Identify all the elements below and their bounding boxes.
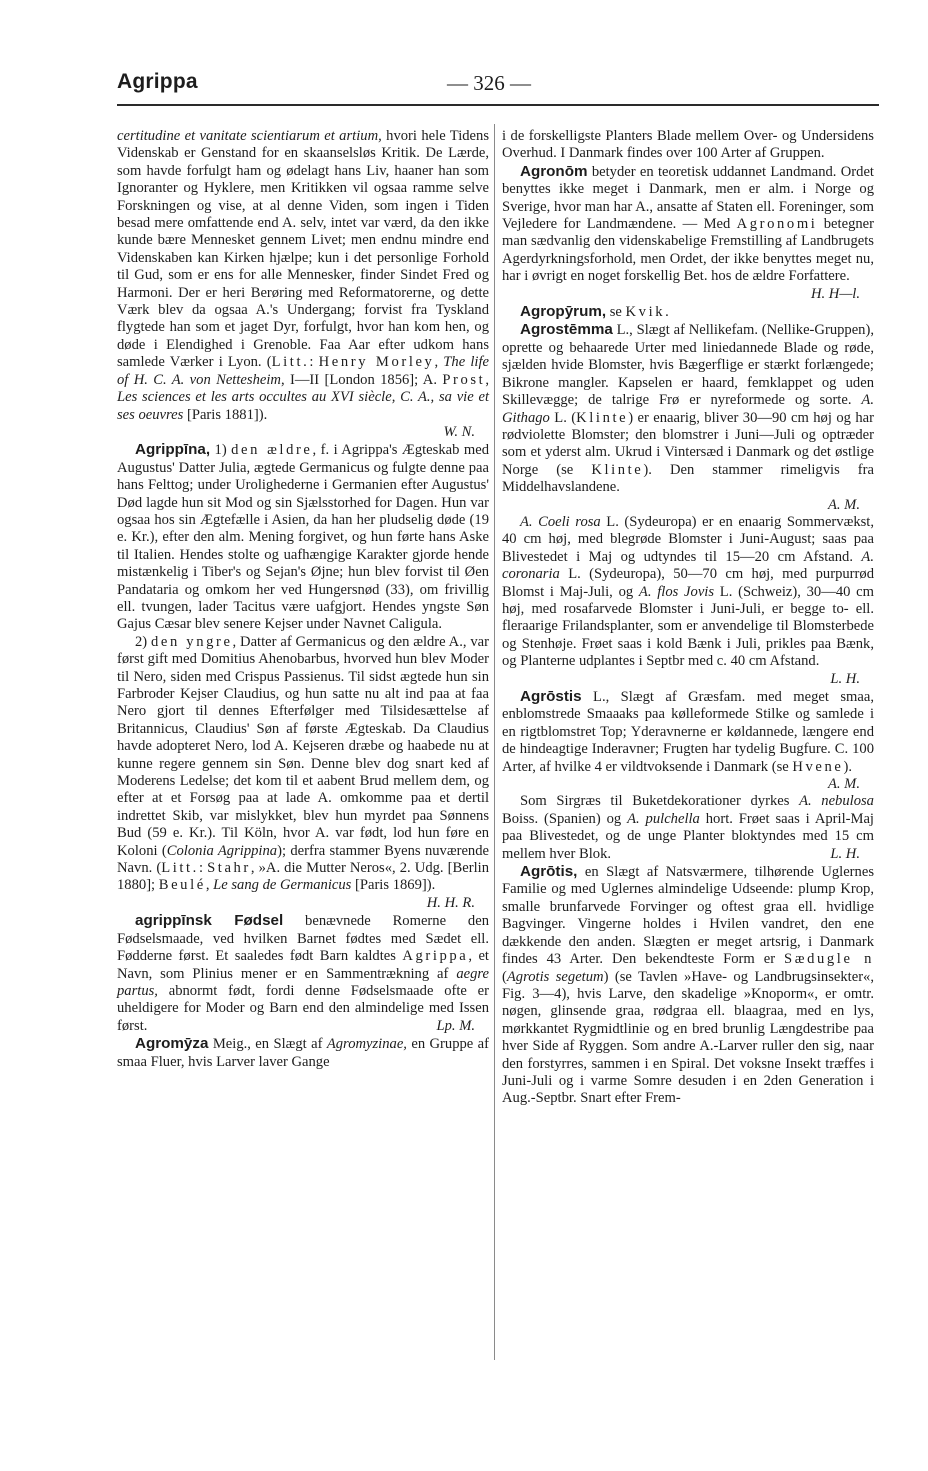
author-signature: W. N. bbox=[443, 423, 475, 440]
entry-text: betegner man sædvanlig den videnskabelige Fremstilling af Landbrugets Agerdyrkningsforhold, men Ordet, der ikke benyttes meget nu, har i øvrigt en noget forskellig Bet. hos de ældre Forfattere. bbox=[502, 216, 874, 285]
entry-text: L. (Sydeuropa) er en enaarig Sommervækst, 40 cm høj, med blegrøde Blomster i Juni-August; saas paa Blivestedet i Maj og udtyndes til 15—20 cm Afstand. bbox=[502, 513, 874, 565]
entry-text: ); derfra stammer Byens nuværende Navn. ( bbox=[117, 842, 489, 877]
author-name: Beulé bbox=[158, 877, 206, 894]
cross-reference-link[interactable]: Kvik bbox=[625, 304, 666, 321]
entry-agrippina-2 bbox=[117, 634, 489, 913]
entry-agrotis bbox=[502, 863, 874, 1108]
latin-term: A. pulchella bbox=[627, 810, 700, 827]
author-name: Prost bbox=[442, 371, 486, 388]
entry-text: L. (Sydeuropa), 50—70 cm høj, med purpurrød Blomst i Maj-Juli, og bbox=[502, 566, 874, 600]
entry-text: L. ( bbox=[549, 409, 577, 426]
entry-headword: Agrostēmma bbox=[520, 321, 613, 339]
entry-text: en Gruppe af smaa Fluer, hvis Larver laver Gange bbox=[117, 1036, 490, 1070]
entry-agrippa-continued bbox=[117, 128, 489, 424]
entry-text: : bbox=[198, 860, 208, 877]
entry-text: abnormt født, fordi denne Fødselsmaade ofte er uheldigere for Moder og Barn end den almindelige med Issen først. bbox=[117, 982, 489, 1034]
litt-label: Litt. bbox=[271, 354, 310, 371]
author-signature: H. H. R. bbox=[426, 894, 475, 911]
cross-reference-link[interactable]: Klinte bbox=[591, 461, 644, 478]
entry-headword: agrippīnsk Fødsel bbox=[135, 912, 284, 930]
entry-headword: Agropȳrum, bbox=[520, 303, 607, 321]
entry-text: , f. i Agrippa's Ægteskab med Augustus' Datter Julia, ægtede Germanicus og fulgte denne paa hans Felttog; under Urolighederne i Germanien efter Augustus' Død lagde hun sit Mod og sin Sjælsstorhed for Dagen. Hun var ogsaa hos sin Ægtefælle i Asien, da han her pludselig døde (19 e. Kr.), efter den alm. Mening forgivet, og hun førte hans Aske til Italien. Hendes stolte og uafhængige Karakter gjorde hende mistænkelig i Tiber's og Sejan's Øjne; hun blev forvist til Øen Pandataria og omkom her ved Hungersnød (33), om frivillig ell. tvungen, lader Tacitus være uafgjort. Hendes yngste Søn Gajus Cæsar blev senere Kejser under Navnet Caligula. bbox=[117, 442, 489, 633]
entry-agromyza bbox=[117, 1035, 489, 1071]
entry-text: ) er enaarig, bliver 30—90 cm høj og har rødviolette Blomster; den blomstrer i Juni—Juli og optræder som et yderst alm. Ukrud i Vintersæd i Danmark og det østlige Norge (se bbox=[502, 409, 874, 478]
entry-text: , bbox=[434, 354, 444, 371]
author-signature: A. M. bbox=[827, 496, 860, 513]
entry-text: L. (Schweiz), 30—40 cm høj, med rosafarvede Blomster i Juni-Juli, er begge to- ell. fleraarige Frilandsplanter, som er anvendelige til Blomsterbede og Stenhøje. Frøet saas i kold Bænk i Juli, prikles paa Bænk, og Planterne udplantes i Septbr med c. 40 cm Afstand. bbox=[502, 583, 874, 670]
entry-headword: Agrippīna, bbox=[135, 441, 211, 459]
book-title: The life of H. C. A. von Nettesheim bbox=[117, 354, 490, 388]
place-name: Colonia Agrippina bbox=[166, 842, 278, 859]
entry-text: 2) bbox=[135, 633, 151, 650]
latin-term: Agrotis segetum bbox=[506, 968, 604, 985]
entry-agrostemma-species bbox=[502, 514, 874, 688]
entry-text: , et Navn, som Plinius mener er en Sammentrækning af bbox=[117, 948, 489, 982]
entry-text: ). bbox=[843, 758, 852, 775]
entry-text: [Paris 1881]). bbox=[183, 406, 268, 423]
entry-text: hvori hele Tidens Videnskab er Genstand for en skaanselsløs Kritik. De Lærde, som havde forfulgt ham og ødelagt hans Liv, haaner han som Ignoranter og Hyklere, men Kritikken vil ogsaa ramme selve Forskningen og vise, at al denne Viden, som ingen i Tiden besad mere omfattende end A. selv, intet var værd, da den ikke kunde bære Mennesket gennem Livet; men endnu mindre end Videnskaben kan Kirken hjælpe; kun i det personlige Forhold til Gud, som er ens for alle Mennesker, finder Sindet Fred og Harmoni. Der er heri Berøring med Reformatorerne, og dette Værk blev da ogsaa A.'s Undergang; forvist fra Tyskland flygtede han som et jaget Dyr, forfulgt, hvor han kom hen, og døde i Elendighed i Grenoble. Faa Aar efter udkom hans samlede Værker i Lyon. ( bbox=[117, 128, 490, 371]
entry-text: , bbox=[205, 877, 214, 894]
entry-agrippinsk-fodsel bbox=[117, 912, 489, 1035]
page-header bbox=[117, 70, 879, 104]
entry-text: , I—II [London 1856]; A. bbox=[280, 371, 443, 388]
author-signature: A. M. bbox=[827, 776, 860, 793]
spaced-text: den yngre bbox=[151, 633, 233, 650]
latin-term: A. nebulosa bbox=[799, 793, 874, 810]
latin-term: A. Coeli rosa bbox=[520, 513, 601, 530]
entry-text: 1) bbox=[210, 442, 232, 459]
book-title: Les sciences et les arts occultes au XVI siècle, C. A., sa vie et ses oeuvres bbox=[117, 389, 489, 423]
latin-term: A. coronaria bbox=[502, 548, 874, 583]
latin-term: A. Githago bbox=[502, 392, 874, 426]
entry-headword: Agrōtis, bbox=[520, 863, 578, 881]
entry-text: Boiss. (Spanien) og bbox=[502, 810, 628, 827]
entry-agromyza-continued: i de forskelligste Planters Blade mellem Over- og Undersidens Overhud. I Danmark findes over 100 Arter af Gruppen. bbox=[502, 128, 874, 162]
entry-agrostis bbox=[502, 688, 874, 793]
entry-headword: Agrōstis bbox=[520, 688, 582, 705]
entry-text: ). Den stammer rimeligvis fra Middelhavslandene. bbox=[502, 461, 874, 496]
entry-text: hort. Frøet saas i April-Maj paa Blivestedet, og de unge Planter bloktyndes med 15 cm mellem hver Blok. bbox=[502, 810, 874, 862]
entry-agrostemma bbox=[502, 321, 874, 496]
spaced-text: Agrippa bbox=[402, 948, 469, 965]
entry-headword: Agromȳza bbox=[135, 1035, 209, 1053]
spaced-text: Klinte bbox=[576, 409, 629, 426]
entry-text: se bbox=[606, 304, 626, 321]
entry-text: , Datter af Germanicus og den ældre A., var først gift med Domitius Ahenobarbus, hvorved hun blev Moder til Nero, siden med Crispus Passienus. Til sidst ægtede hun sin Farbroder Kejser Claudius, og hun satte nu alt ind paa at faa Nero gjort til dennes Efterfølger med Tilsidesættelse af Britannicus, Claudius' Søn af første Ægteskab. Da Claudius havde adopteret Nero, lod A. Kejseren dræbe og haabede nu at kunne regere gennem sin Søn. Denne blev dog snart ked af Moderens Ledelse; det kom til et aabent Brud mellem dem, og efter at et Forsøg paa at lade A. omkomme paa et dertil indrettet Skib, var mislykket, blev hun myrdet paa Sønnens Bud (59 e. Kr.). Til Köln, hvor A. var født, lod hun føre en Koloni ( bbox=[117, 633, 489, 859]
page-number: — 326 — bbox=[447, 71, 531, 95]
author-signature: L. H. bbox=[830, 670, 860, 687]
spaced-text: den ældre bbox=[231, 442, 313, 459]
entry-headword: Agronōm bbox=[520, 162, 588, 180]
entry-text: Som Sirgræs til Buketdekorationer dyrkes bbox=[520, 793, 800, 810]
entry-text: betyder en teoretisk uddannet Landmand. Ordet benyttes ikke meget i Danmark, men er alm. i Norge og Sverige, hvor man har A., ansatte af Staten ell. Foreninger, som Vejledere for Landmændene. — Med bbox=[502, 163, 874, 233]
author-signature: Lp. M. bbox=[436, 1017, 475, 1034]
entry-text: , bbox=[485, 371, 489, 388]
entry-text: . bbox=[665, 304, 669, 321]
entry-agropyrum bbox=[502, 303, 874, 321]
right-column bbox=[502, 128, 874, 1108]
book-title: certitudine et vanitate scientiarum et artium, bbox=[117, 128, 382, 144]
author-signature: H. H—l. bbox=[810, 285, 860, 302]
entry-text: : bbox=[309, 354, 319, 371]
column-divider bbox=[494, 124, 495, 1360]
book-title: Le sang de Germanicus bbox=[213, 877, 352, 894]
entry-text: L., Slægt af Græsfam. med meget smaa, enblomstrede Smaaaks paa kølleformede Stilke og samlede i en rigtblomstret Top; Yderavnerne er køldannede, længere end de hindeagtige Inderavner; Frugten har tydelig Bugfure. C. 100 Arter, af hvilke 4 er vildtvoksende i Danmark (se bbox=[502, 689, 874, 775]
entry-text: en Slægt af Natsværmere, tilhørende Uglernes Familie og med Uglernes almindelige Udseende: plump Krop, smalle brunfarvede Forvinger og oftest graa ell. hvidlige Bagvinger. Vingerne holdes i Hvilen vandret, den ene dækkende den anden. Slægten er meget artsrig, i Danmark findes 43 Arter. Den bekendteste Form er bbox=[502, 864, 874, 968]
entry-agrippina bbox=[117, 441, 489, 633]
spaced-text: Sædugle n bbox=[784, 951, 874, 968]
entry-text: ( bbox=[502, 968, 507, 985]
entry-text: benævnede Romerne den Fødselsmaade, ved hvilken Barnet fødtes med Sædet ell. Fødderne først. Et saaledes født Barn kaldtes bbox=[117, 913, 489, 965]
entry-text: [Paris 1869]). bbox=[351, 877, 436, 894]
entry-text: L., Slægt af Nellikefam. (Nellike-Gruppen), oprette og behaarede Urter med liniedannede Blade og røde, sjælden hvide Blomster, hvis Bægerflige er stærkt forlængede; Bikrone mangler. Kapselen er haard, femklappet og uden Skillevægge; de talrige Frø er nyreformede og sorte. bbox=[502, 322, 874, 409]
entry-text: , »A. die Mutter Neros«, 2. Udg. [Berlin 1880]; bbox=[117, 860, 489, 894]
author-name: Henry Morley bbox=[318, 354, 435, 371]
latin-term: aegre partus, bbox=[117, 965, 489, 999]
entry-text: ) (se Tavlen »Have- og Landbrugsinsekter«, Fig. 3—4), hvis Larve, den skadelige »Knoporm«, er omtr. nøgen, glinsende graa, rødgraa ell. blaagraa, med en lys, mørkkantet Rygmidtlinie og en bred brunlig Længdestribe paa hver Side af Ryggen. Som andre A.-Larver ruller den sig, naar den forstyrres, sammen i en Spiral. Det voksne Insekt træffes i Juni-Juli og i varme Somre desuden i en 2den Generation i Aug.-Septbr. Snart efter Frem- bbox=[502, 968, 875, 1107]
litt-label: Litt. bbox=[161, 860, 199, 877]
latin-term: Agromyzinae, bbox=[326, 1036, 407, 1053]
entry-agronom bbox=[502, 163, 874, 303]
cross-reference-link[interactable]: Hvene bbox=[792, 758, 844, 775]
entry-agrostis-species bbox=[502, 793, 874, 863]
latin-term: A. flos Jovis bbox=[638, 583, 715, 600]
spaced-text: Agronomi bbox=[736, 216, 818, 233]
author-name: Stahr bbox=[207, 860, 251, 877]
header-rule bbox=[117, 104, 879, 106]
author-signature: L. H. bbox=[830, 845, 860, 862]
left-column bbox=[117, 128, 489, 1071]
running-headword: Agrippa bbox=[117, 70, 198, 93]
entry-text: Meig., en Slægt af bbox=[208, 1036, 327, 1053]
